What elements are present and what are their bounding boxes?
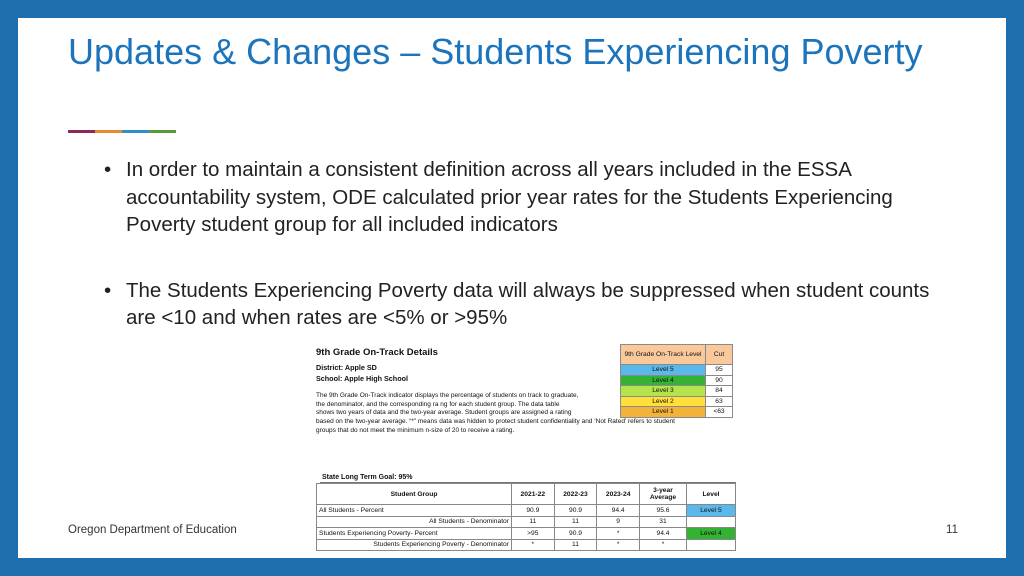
legend-header-cut: Cut (706, 345, 733, 365)
value-cell: 11 (554, 539, 597, 551)
level-cell: Level 4 (687, 528, 736, 540)
report-district: District: Apple SD (316, 363, 377, 372)
on-track-data-table (316, 483, 736, 551)
value-cell: 90.9 (554, 528, 597, 540)
table-row (317, 539, 736, 551)
description-line: shows two years of data and the two-year average. Student groups are assigned a rating (316, 409, 572, 417)
state-goal-label: State Long Term Goal: 95% (322, 474, 413, 481)
bullet-item (104, 277, 964, 332)
bullet-text: In order to maintain a consistent definition across all years included in the ESSA accountability system, ODE calculated prior year rates for the Students Experiencing Poverty student group for all included indicators (126, 158, 893, 236)
value-cell: 31 (640, 516, 687, 528)
report-title: 9th Grade On-Track Details (316, 347, 438, 358)
group-cell: All Students - Denominator (317, 516, 512, 528)
legend-cut-cell: 90 (706, 375, 733, 386)
legend-level-cell: Level 4 (621, 375, 706, 386)
value-cell: 11 (512, 516, 555, 528)
report-school: School: Apple High School (316, 374, 408, 383)
description-line: the denominator, and the corresponding ra ng for each student group. The data table (316, 400, 560, 408)
level-cell: Level 5 (687, 505, 736, 517)
description-line: The 9th Grade On-Track indicator displays the percentage of students on track to graduate, (316, 392, 579, 399)
column-header: Student Group (317, 484, 512, 505)
value-cell: 90.9 (554, 505, 597, 517)
column-header: 2022-23 (554, 484, 597, 505)
value-cell: * (597, 539, 640, 551)
value-cell: 9 (597, 516, 640, 528)
group-cell: All Students - Percent (317, 505, 512, 517)
description-line: based on the two-year average. “*” means data was hidden to protect student confidentiality and ‘Not Rated’ refers to student (316, 418, 675, 426)
column-header: Level (687, 484, 736, 505)
legend-header-level: 9th Grade On-Track Level (621, 345, 706, 365)
bullet-text: The Students Experiencing Poverty data will always be suppressed when student counts are <10 and when rates are <5% or >95% (126, 278, 930, 329)
bullet-dot-icon: • (104, 158, 112, 181)
legend-level-cell: Level 2 (621, 396, 706, 407)
legend-cut-cell: 63 (706, 396, 733, 407)
value-cell: * (597, 528, 640, 540)
legend-level-cell: Level 3 (621, 386, 706, 397)
level-legend-table (620, 344, 733, 418)
legend-cut-cell: 95 (706, 365, 733, 376)
value-cell: 11 (554, 516, 597, 528)
underline-segment (122, 130, 149, 133)
value-cell: * (640, 539, 687, 551)
value-cell: 95.6 (640, 505, 687, 517)
slide-title: Updates & Changes – Students Experiencing Poverty (68, 31, 923, 72)
report-screenshot (314, 344, 738, 558)
slide (18, 18, 1006, 558)
table-row (317, 505, 736, 517)
value-cell: >95 (512, 528, 555, 540)
table-row (317, 516, 736, 528)
underline-segment (149, 130, 176, 133)
underline-segment (68, 130, 95, 133)
value-cell: * (512, 539, 555, 551)
level-cell (687, 539, 736, 551)
legend-cut-cell: 84 (706, 386, 733, 397)
value-cell: 94.4 (640, 528, 687, 540)
bullet-item (104, 156, 964, 239)
legend-cut-cell: <63 (706, 407, 733, 418)
value-cell: 90.9 (512, 505, 555, 517)
level-cell (687, 516, 736, 528)
column-header: 2021-22 (512, 484, 555, 505)
column-header: 2023-24 (597, 484, 640, 505)
group-cell: Students Experiencing Poverty - Denominator (317, 539, 512, 551)
bullet-list (104, 156, 964, 370)
title-underline (68, 130, 176, 133)
column-header: 3-year Average (640, 484, 687, 505)
table-row (317, 528, 736, 540)
group-cell: Students Experiencing Poverty- Percent (317, 528, 512, 540)
footer-org: Oregon Department of Education (68, 524, 237, 536)
page-number: 11 (946, 524, 958, 536)
bullet-dot-icon: • (104, 278, 112, 302)
legend-level-cell: Level 1 (621, 407, 706, 418)
description-line: groups that do not meet the minimum n-size of 20 to receive a rating. (316, 426, 515, 434)
value-cell: 94.4 (597, 505, 640, 517)
underline-segment (95, 130, 122, 133)
legend-level-cell: Level 5 (621, 365, 706, 376)
